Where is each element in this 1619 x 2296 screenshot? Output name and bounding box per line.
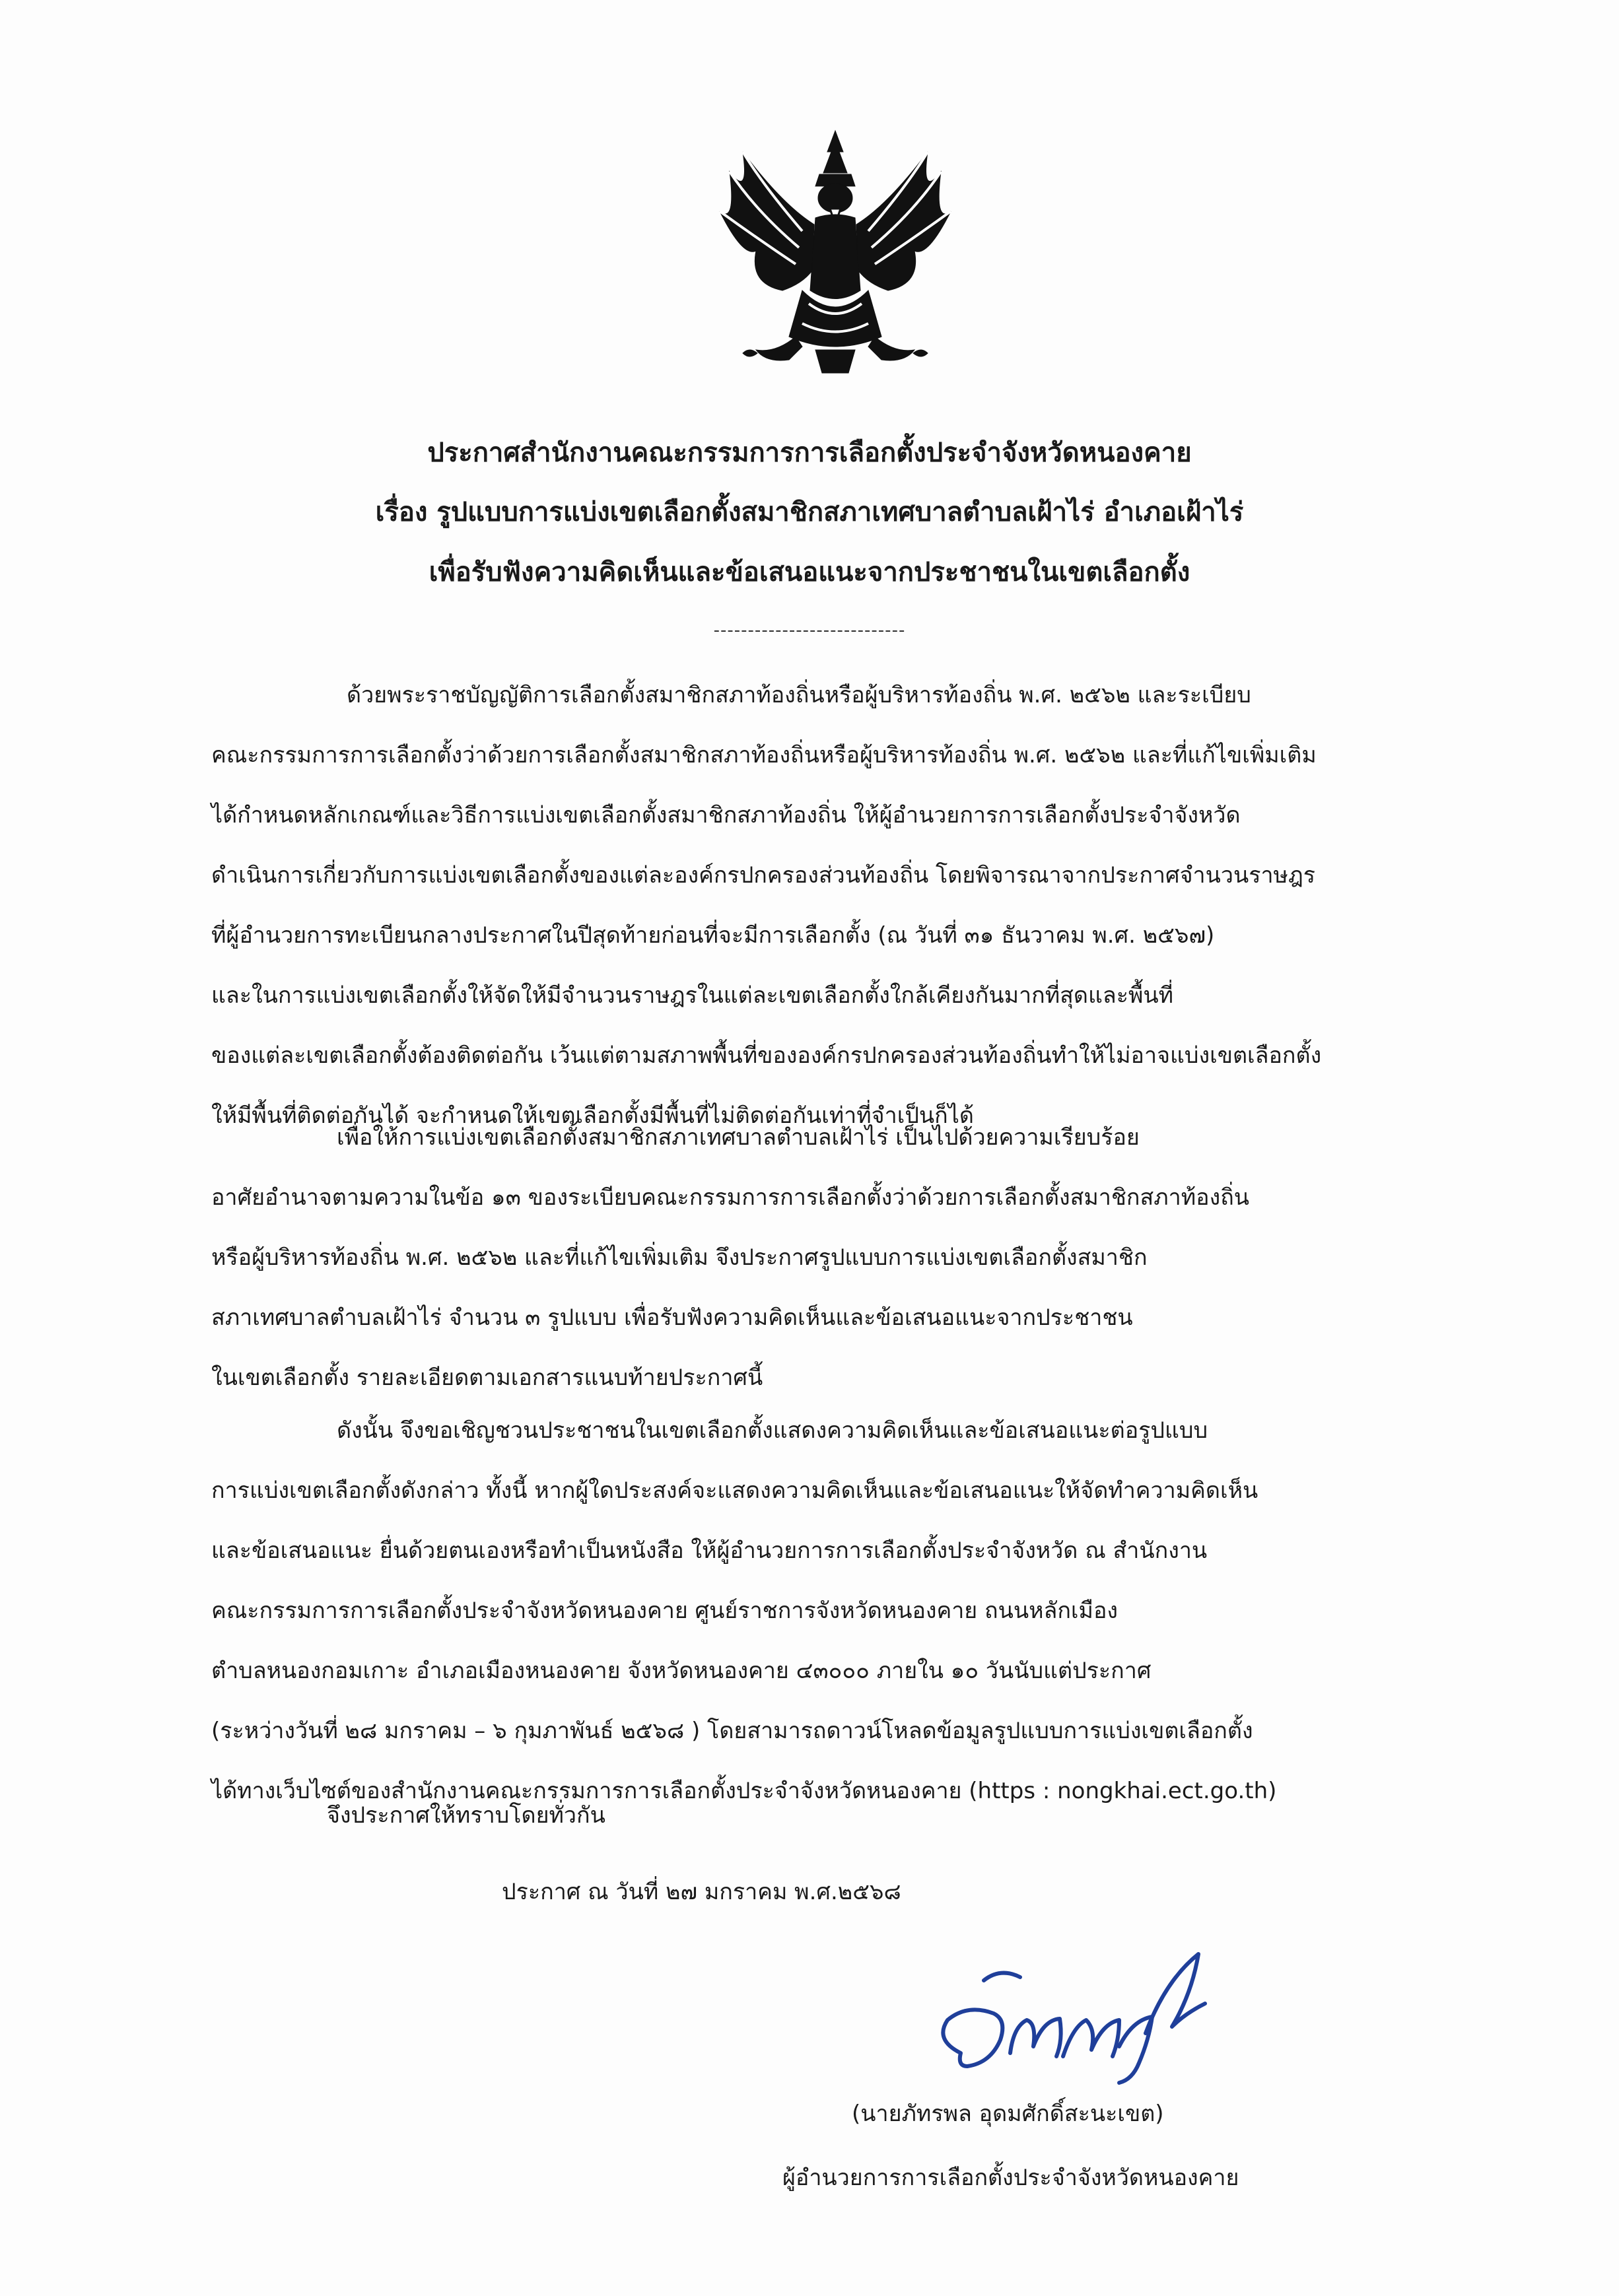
signer-title: ผู้อำนวยการการเลือกตั้งประจำจังหวัดหนองคาย (782, 2165, 1239, 2191)
paragraph-legal-basis (211, 665, 1472, 1146)
paragraph-line: (ระหว่างวันที่ ๒๘ มกราคม – ๖ กุมภาพันธ์ ๒๕๖๘ ) โดยสามารถดาวน์โหลดข้อมูลรูปแบบการแบ่งเขตเลือกตั้ง (211, 1718, 1253, 1744)
announcement-issuer: ประกาศสำนักงานคณะกรรมการการเลือกตั้งประจำจังหวัดหนองคาย (427, 438, 1192, 468)
garuda-emblem-icon (703, 125, 967, 389)
paragraph-line: หรือผู้บริหารท้องถิ่น พ.ศ. ๒๕๖๒ และที่แก้ไขเพิ่มเติม จึงประกาศรูปแบบการแบ่งเขตเลือกตั้งสมาชิก (211, 1244, 1148, 1271)
paragraph-line: และข้อเสนอแนะ ยื่นด้วยตนเองหรือทำเป็นหนังสือ ให้ผู้อำนวยการการเลือกตั้งประจำจังหวัด ณ สำนักงาน (211, 1537, 1208, 1564)
paragraph-line: ดำเนินการเกี่ยวกับการแบ่งเขตเลือกตั้งของแต่ละองค์กรปกครองส่วนท้องถิ่น โดยพิจารณาจากประกาศจำนวนราษฎร (211, 862, 1316, 889)
paragraph-line: คณะกรรมการการเลือกตั้งว่าด้วยการเลือกตั้งสมาชิกสภาท้องถิ่นหรือผู้บริหารท้องถิ่น พ.ศ. ๒๕๖๒ และที่แก้ไขเพิ่มเติม (211, 742, 1317, 768)
handwritten-signature (921, 1941, 1238, 2093)
paragraph-line: สภาเทศบาลตำบลเฝ้าไร่ จำนวน ๓ รูปแบบ เพื่อรับฟังความคิดเห็นและข้อเสนอแนะจากประชาชน (211, 1304, 1133, 1331)
paragraph-line: อาศัยอำนาจตามความในข้อ ๑๓ ของระเบียบคณะกรรมการการเลือกตั้งว่าด้วยการเลือกตั้งสมาชิกสภาท้องถิ่น (211, 1184, 1250, 1211)
closing-statement: จึงประกาศให้ทราบโดยทั่วกัน (327, 1802, 605, 1829)
paragraph-line: ในเขตเลือกตั้ง รายละเอียดตามเอกสารแนบท้ายประกาศนี้ (211, 1365, 763, 1391)
paragraph-line: ด้วยพระราชบัญญัติการเลือกตั้งสมาชิกสภาท้องถิ่นหรือผู้บริหารท้องถิ่น พ.ศ. ๒๕๖๒ และระเบียบ (347, 682, 1251, 708)
paragraph-announcement (211, 1108, 1472, 1408)
paragraph-line: ดังนั้น จึงขอเชิญชวนประชาชนในเขตเลือกตั้งแสดงความคิดเห็นและข้อเสนอแนะต่อรูปแบบ (337, 1417, 1208, 1444)
paragraph-line: เพื่อให้การแบ่งเขตเลือกตั้งสมาชิกสภาเทศบาลตำบลเฝ้าไร่ เป็นไปด้วยความเรียบร้อย (337, 1124, 1140, 1151)
paragraph-line: ตำบลหนองกอมเกาะ อำเภอเมืองหนองคาย จังหวัดหนองคาย ๔๓๐๐๐ ภายใน ๑๐ วันนับแต่ประกาศ (211, 1658, 1152, 1684)
paragraph-line: และในการแบ่งเขตเลือกตั้งให้จัดให้มีจำนวนราษฎรในแต่ละเขตเลือกตั้งใกล้เคียงกันมากที่สุดและพื้นที่ (211, 982, 1174, 1009)
separator-line: ---------------------------- (713, 621, 906, 640)
announcement-date: ประกาศ ณ วันที่ ๒๗ มกราคม พ.ศ.๒๕๖๘ (502, 1879, 901, 1905)
paragraph-line: การแบ่งเขตเลือกตั้งดังกล่าว ทั้งนี้ หากผู้ใดประสงค์จะแสดงความคิดเห็นและข้อเสนอแนะให้จัดทำความคิดเห็น (211, 1477, 1258, 1504)
announcement-purpose: เพื่อรับฟังความคิดเห็นและข้อเสนอแนะจากประชาชนในเขตเลือกตั้ง (429, 557, 1190, 588)
paragraph-line: ของแต่ละเขตเลือกตั้งต้องติดต่อกัน เว้นแต่ตามสภาพพื้นที่ขององค์กรปกครองส่วนท้องถิ่นทำให้ไม่อาจแบ่งเขตเลือกตั้ง (211, 1042, 1322, 1069)
paragraph-line: ได้ทางเว็บไซต์ของสำนักงานคณะกรรมการการเลือกตั้งประจำจังหวัดหนองคาย (https : nongkhai.ect.go.th) (211, 1778, 1277, 1804)
paragraph-line: คณะกรรมการการเลือกตั้งประจำจังหวัดหนองคาย ศูนย์ราชการจังหวัดหนองคาย ถนนหลักเมือง (211, 1598, 1118, 1624)
paragraph-line: ได้กำหนดหลักเกณฑ์และวิธีการแบ่งเขตเลือกตั้งสมาชิกสภาท้องถิ่น ให้ผู้อำนวยการการเลือกตั้งประจำจังหวัด (211, 802, 1241, 828)
paragraph-invitation (211, 1401, 1472, 1821)
announcement-subject: เรื่อง รูปแบบการแบ่งเขตเลือกตั้งสมาชิกสภาเทศบาลตำบลเฝ้าไร่ อำเภอเฝ้าไร่ (375, 497, 1244, 527)
signer-name: (นายภัทรพล อุดมศักดิ์สะนะเขต) (852, 2101, 1164, 2127)
paragraph-line: ให้มีพื้นที่ติดต่อกันได้ จะกำหนดให้เขตเลือกตั้งมีพื้นที่ไม่ติดต่อกันเท่าที่จำเป็นก็ได้ (211, 1102, 974, 1129)
paragraph-line: ที่ผู้อำนวยการทะเบียนกลางประกาศในปีสุดท้ายก่อนที่จะมีการเลือกตั้ง (ณ วันที่ ๓๑ ธันวาคม พ.ศ. ๒๕๖๗) (211, 922, 1215, 949)
